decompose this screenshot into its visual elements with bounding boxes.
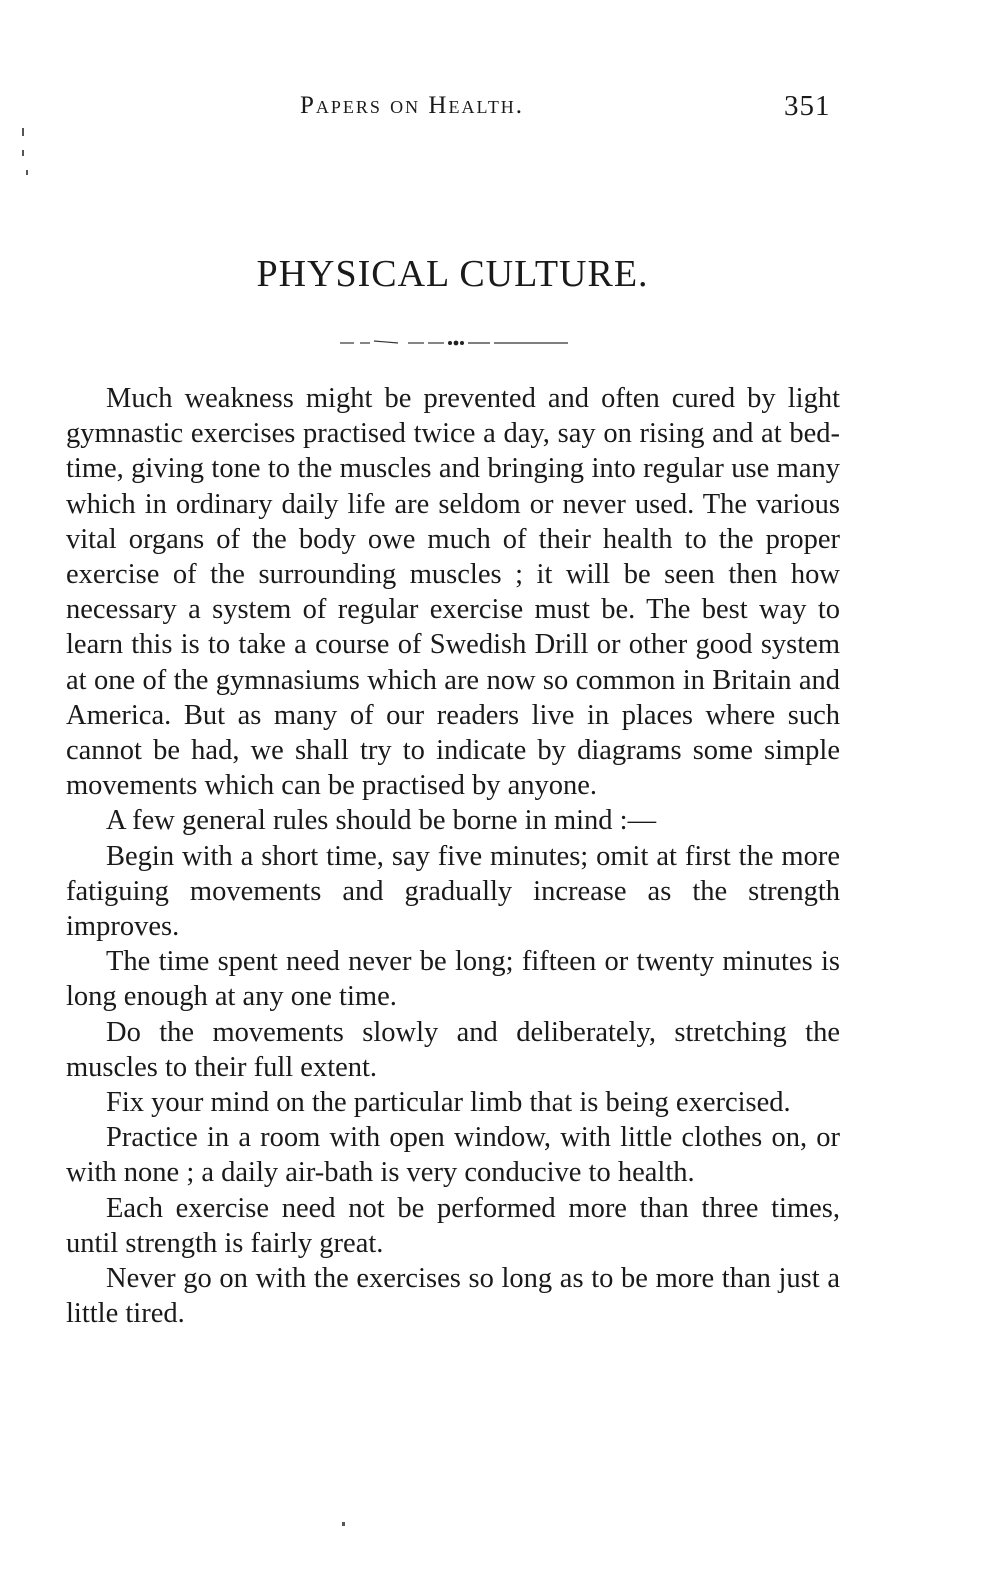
paragraph-rule-focus: Fix your mind on the particular limb that is being exercised. xyxy=(106,1087,791,1119)
paragraph-intro: Much weakness might be prevented and often cured by light gymnastic exercises practised twice a day, say on rising and at bed-time, giving tone to the muscles and bringing into regular use many which in ordinary daily life are seldom or never used. The various vital organs of the body owe much of their health to the proper exercise of the surrounding muscles ; it will be seen then how necessary a system of regular exercise must be. The best way to learn this is to take a course of Swedish Drill or other good system at one of the gymnasiums which are now so common in Britain and America. But as many of our readers live in places where such cannot be had, we shall try to indicate by diagrams some simple movements which can be practised by anyone. xyxy=(66,383,840,802)
paragraph-rule-repetitions: Each exercise need not be performed more than three times, until strength is fairly great. xyxy=(66,1192,840,1259)
paragraph-rule-tired: Never go on with the exercises so long as to be more than just a little tired. xyxy=(66,1263,840,1330)
title-ornament xyxy=(340,336,568,348)
scan-speck xyxy=(22,150,24,156)
paragraph-rule-window: Practice in a room with open window, with little clothes on, or with none ; a daily air-bath is very conducive to health. xyxy=(66,1122,840,1189)
paragraph-rule-time: The time spent need never be long; fifteen or twenty minutes is long enough at any one time. xyxy=(66,946,840,1013)
scan-speck xyxy=(342,1522,345,1526)
page-number: 351 xyxy=(784,90,831,122)
paragraph-rule-duration: Begin with a short time, say five minutes; omit at first the more fatiguing movements and gradually increase as the strength improves. xyxy=(66,840,840,943)
scan-speck xyxy=(22,128,24,136)
article-title: PHYSICAL CULTURE. xyxy=(256,253,649,295)
running-head: Papers on Health. xyxy=(300,92,525,119)
scan-speck xyxy=(26,170,28,175)
article-body xyxy=(66,381,840,1331)
paragraph-rule-slowly: Do the movements slowly and deliberately, stretching the muscles to their full extent. xyxy=(66,1016,840,1083)
paragraph-rules-intro: A few general rules should be borne in mind :— xyxy=(106,805,657,837)
